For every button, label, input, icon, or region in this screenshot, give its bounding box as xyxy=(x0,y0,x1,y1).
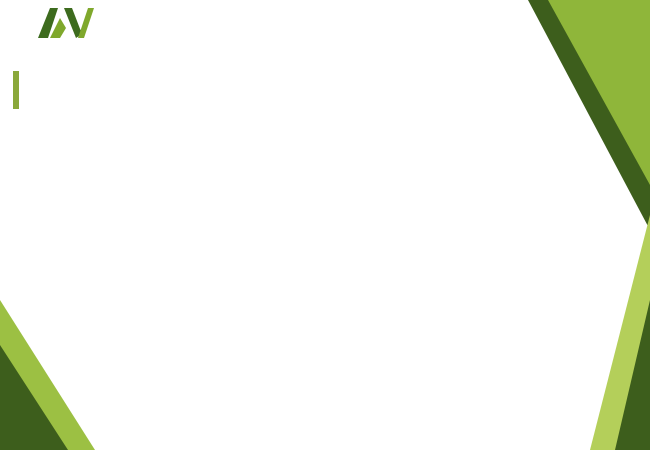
title-accent-bar xyxy=(13,71,19,109)
logo-av-mark-icon xyxy=(36,6,96,40)
assovale-logo xyxy=(14,6,119,68)
slide-content xyxy=(30,126,530,131)
